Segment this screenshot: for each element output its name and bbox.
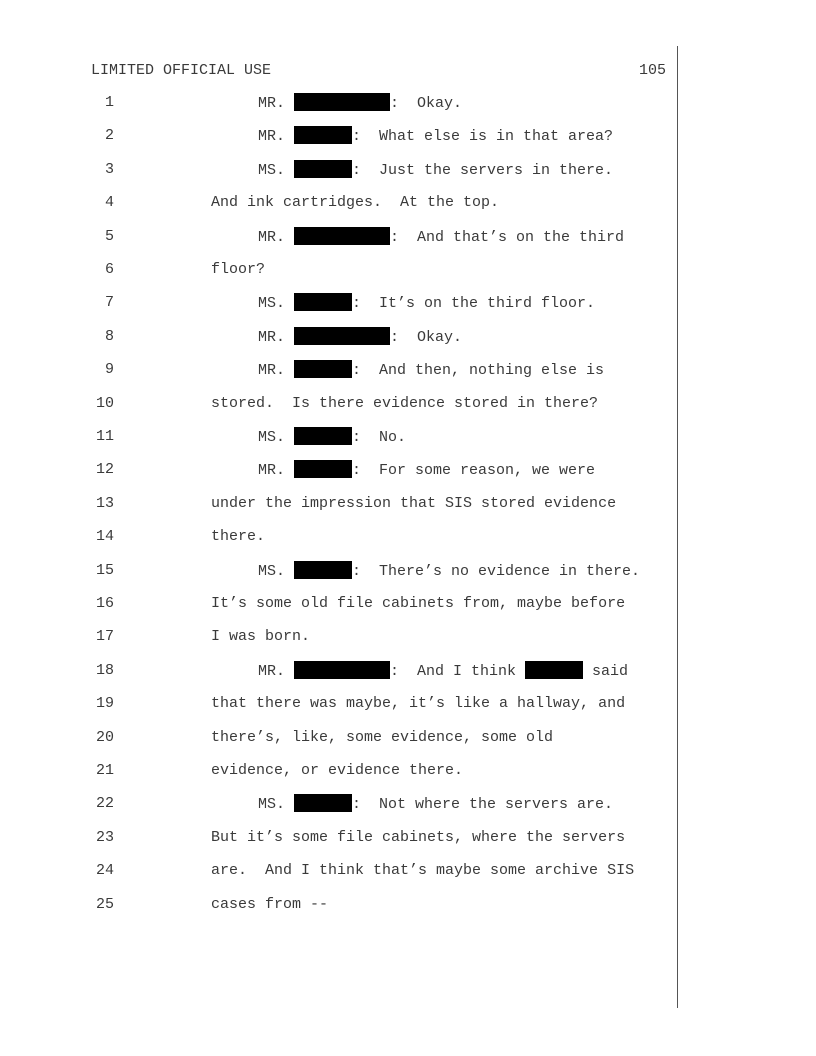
transcript-line — [0, 561, 680, 581]
line-number: 23 — [95, 828, 114, 846]
speaker-title: MR. — [258, 228, 295, 246]
line-number: 17 — [95, 628, 114, 646]
line-text — [258, 227, 624, 248]
line-number: 24 — [95, 862, 114, 880]
spoken-text: : There’s no evidence in there. — [352, 562, 641, 580]
line-text — [211, 494, 616, 514]
line-text — [211, 761, 463, 781]
redaction-box — [294, 561, 352, 579]
speaker-title: MS. — [258, 295, 295, 313]
transcript-line — [0, 627, 680, 647]
line-number: 7 — [104, 294, 114, 312]
transcript-line — [0, 661, 680, 681]
transcript-line — [0, 360, 680, 380]
line-number: 20 — [95, 728, 114, 746]
line-text — [258, 427, 406, 448]
line-text — [258, 661, 628, 682]
line-text — [211, 895, 328, 915]
redaction-box — [294, 93, 390, 111]
redaction-box — [294, 427, 352, 445]
transcript-line — [0, 460, 680, 480]
spoken-text: stored. Is there evidence stored in there? — [211, 394, 599, 412]
line-text — [211, 694, 625, 714]
line-text — [258, 360, 604, 381]
transcript-line — [0, 327, 680, 347]
transcript-line — [0, 93, 680, 113]
spoken-text: : No. — [352, 429, 407, 446]
speaker-title: MS. — [258, 562, 295, 580]
line-number: 6 — [104, 261, 114, 278]
line-number: 1 — [104, 94, 114, 111]
redaction-box — [525, 661, 583, 679]
transcript-line — [0, 293, 680, 313]
line-number: 16 — [95, 595, 114, 612]
redaction-box — [294, 327, 390, 345]
line-text — [258, 160, 613, 181]
line-text — [258, 126, 613, 147]
transcript-line — [0, 160, 680, 180]
transcript-line — [0, 594, 680, 614]
line-number: 11 — [95, 428, 114, 445]
transcript-line — [0, 761, 680, 781]
line-number: 12 — [95, 461, 114, 479]
speaker-title: MR. — [258, 662, 295, 680]
line-number: 25 — [95, 895, 114, 913]
spoken-text: And ink cartridges. At the top. — [211, 194, 500, 212]
line-number: 14 — [95, 528, 114, 546]
line-number: 8 — [104, 327, 114, 345]
redaction-box — [294, 794, 352, 812]
spoken-text: floor? — [211, 261, 266, 278]
line-text — [258, 327, 462, 348]
transcript-line — [0, 193, 680, 213]
redaction-box — [294, 460, 352, 478]
line-text — [211, 260, 265, 280]
spoken-text: are. And I think that’s maybe some archive SIS — [211, 862, 635, 880]
spoken-text: : What else is in that area? — [352, 128, 614, 146]
speaker-title: MR. — [258, 462, 295, 480]
transcript-line — [0, 494, 680, 514]
redaction-box — [294, 360, 352, 378]
page-number: 105 — [638, 62, 666, 79]
line-text — [211, 828, 625, 848]
redaction-box — [294, 160, 352, 178]
speaker-title: MR. — [258, 95, 295, 112]
transcript-line — [0, 126, 680, 146]
transcript-line — [0, 895, 680, 915]
spoken-text: cases from -- — [211, 895, 329, 913]
transcript-line — [0, 527, 680, 547]
transcript-line — [0, 861, 680, 881]
spoken-text: I was born. — [211, 628, 311, 646]
spoken-text: : Just the servers in there. — [352, 161, 614, 179]
spoken-text: : Not where the servers are. — [352, 796, 614, 814]
line-number: 13 — [95, 494, 114, 512]
line-number: 3 — [104, 160, 114, 178]
redaction-box — [294, 227, 390, 245]
speaker-title: MS. — [258, 796, 295, 814]
line-number: 4 — [104, 194, 114, 212]
redaction-box — [294, 126, 352, 144]
line-text — [211, 394, 598, 414]
speaker-title: MR. — [258, 362, 295, 380]
line-text — [211, 527, 265, 547]
transcript-line — [0, 427, 680, 447]
speaker-title: MR. — [258, 328, 295, 346]
transcript-line — [0, 694, 680, 714]
line-text — [258, 561, 640, 582]
transcript-line — [0, 394, 680, 414]
spoken-text: : Okay. — [390, 328, 463, 346]
transcript-line — [0, 794, 680, 814]
spoken-text: under the impression that SIS stored evidence — [211, 494, 617, 512]
spoken-text: It’s some old file cabinets from, maybe before — [211, 595, 626, 612]
spoken-text: there’s, like, some evidence, some old — [211, 728, 554, 746]
speaker-title: MR. — [258, 128, 295, 146]
transcript-line — [0, 260, 680, 280]
page-header-classification: LIMITED OFFICIAL USE — [91, 62, 272, 79]
spoken-text: : And I think — [390, 662, 526, 680]
transcript-line — [0, 828, 680, 848]
spoken-text: : It’s on the third floor. — [352, 295, 596, 313]
spoken-text: : And then, nothing else is — [352, 362, 605, 380]
line-number: 10 — [95, 394, 114, 412]
line-text — [258, 293, 595, 314]
line-text — [258, 93, 462, 114]
line-text — [211, 861, 634, 881]
line-number: 18 — [95, 661, 114, 679]
transcript-line — [0, 728, 680, 748]
spoken-text: that there was maybe, it’s like a hallway, and — [211, 695, 626, 713]
line-text — [211, 193, 499, 213]
spoken-text: : For some reason, we were — [352, 462, 596, 480]
line-text — [258, 460, 595, 481]
redaction-box — [294, 661, 390, 679]
line-text — [258, 794, 613, 815]
redaction-box — [294, 293, 352, 311]
line-number: 22 — [95, 795, 114, 813]
spoken-text: evidence, or evidence there. — [211, 762, 464, 779]
line-text — [211, 627, 310, 647]
spoken-text: : Okay. — [390, 95, 463, 112]
line-number: 15 — [95, 561, 114, 579]
line-number: 2 — [104, 127, 114, 145]
speaker-title: MS. — [258, 161, 295, 179]
line-number: 21 — [95, 762, 114, 779]
spoken-text: : And that’s on the third — [390, 228, 625, 246]
line-number: 5 — [104, 227, 114, 245]
spoken-text: But it’s some file cabinets, where the servers — [211, 828, 626, 846]
line-text — [211, 728, 553, 748]
speaker-title: MS. — [258, 429, 295, 446]
line-text — [211, 594, 625, 614]
line-number: 9 — [104, 361, 114, 379]
spoken-text: there. — [211, 528, 266, 546]
spoken-text: said — [583, 662, 629, 680]
transcript-line — [0, 227, 680, 247]
line-number: 19 — [95, 695, 114, 713]
